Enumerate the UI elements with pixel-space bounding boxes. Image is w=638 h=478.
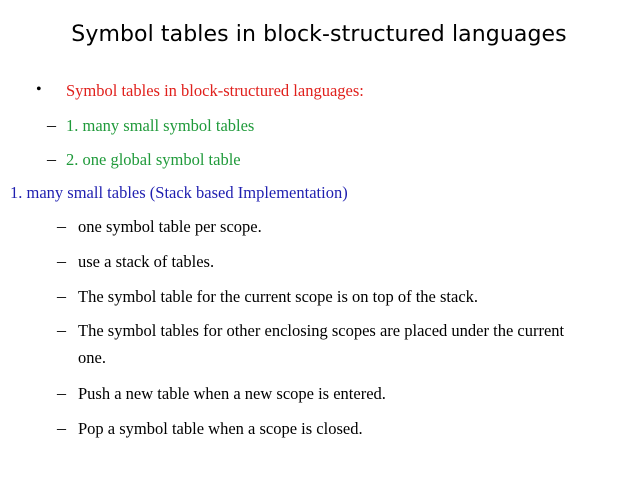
intro-heading: Symbol tables in block-structured languages: [66, 81, 364, 100]
dash-icon: – [57, 320, 66, 340]
dash-icon: – [57, 251, 66, 271]
dash-icon: – [57, 418, 66, 438]
section-item-1: one symbol table per scope. [78, 217, 262, 236]
intro-item-2: 2. one global symbol table [66, 150, 241, 169]
slide-title: Symbol tables in block-structured languages [71, 22, 567, 47]
section-item-5: Push a new table when a new scope is entered. [78, 384, 386, 403]
section-item-4-continued: one. [78, 348, 106, 367]
dash-icon: – [57, 286, 66, 306]
section-item-2: use a stack of tables. [78, 252, 215, 271]
dash-icon: – [57, 216, 66, 236]
dash-icon: – [47, 115, 56, 135]
section-item-3: The symbol table for the current scope is on top of the stack. [78, 287, 479, 306]
dash-icon: – [57, 383, 66, 403]
section-heading: 1. many small tables (Stack based Implementation) [10, 183, 348, 202]
section-item-6: Pop a symbol table when a scope is closed. [78, 419, 363, 438]
section-item-4: The symbol tables for other enclosing scopes are placed under the current [78, 321, 565, 340]
bullet-dot-icon: • [36, 81, 42, 98]
intro-item-1: 1. many small symbol tables [66, 116, 255, 135]
dash-icon: – [47, 149, 56, 169]
